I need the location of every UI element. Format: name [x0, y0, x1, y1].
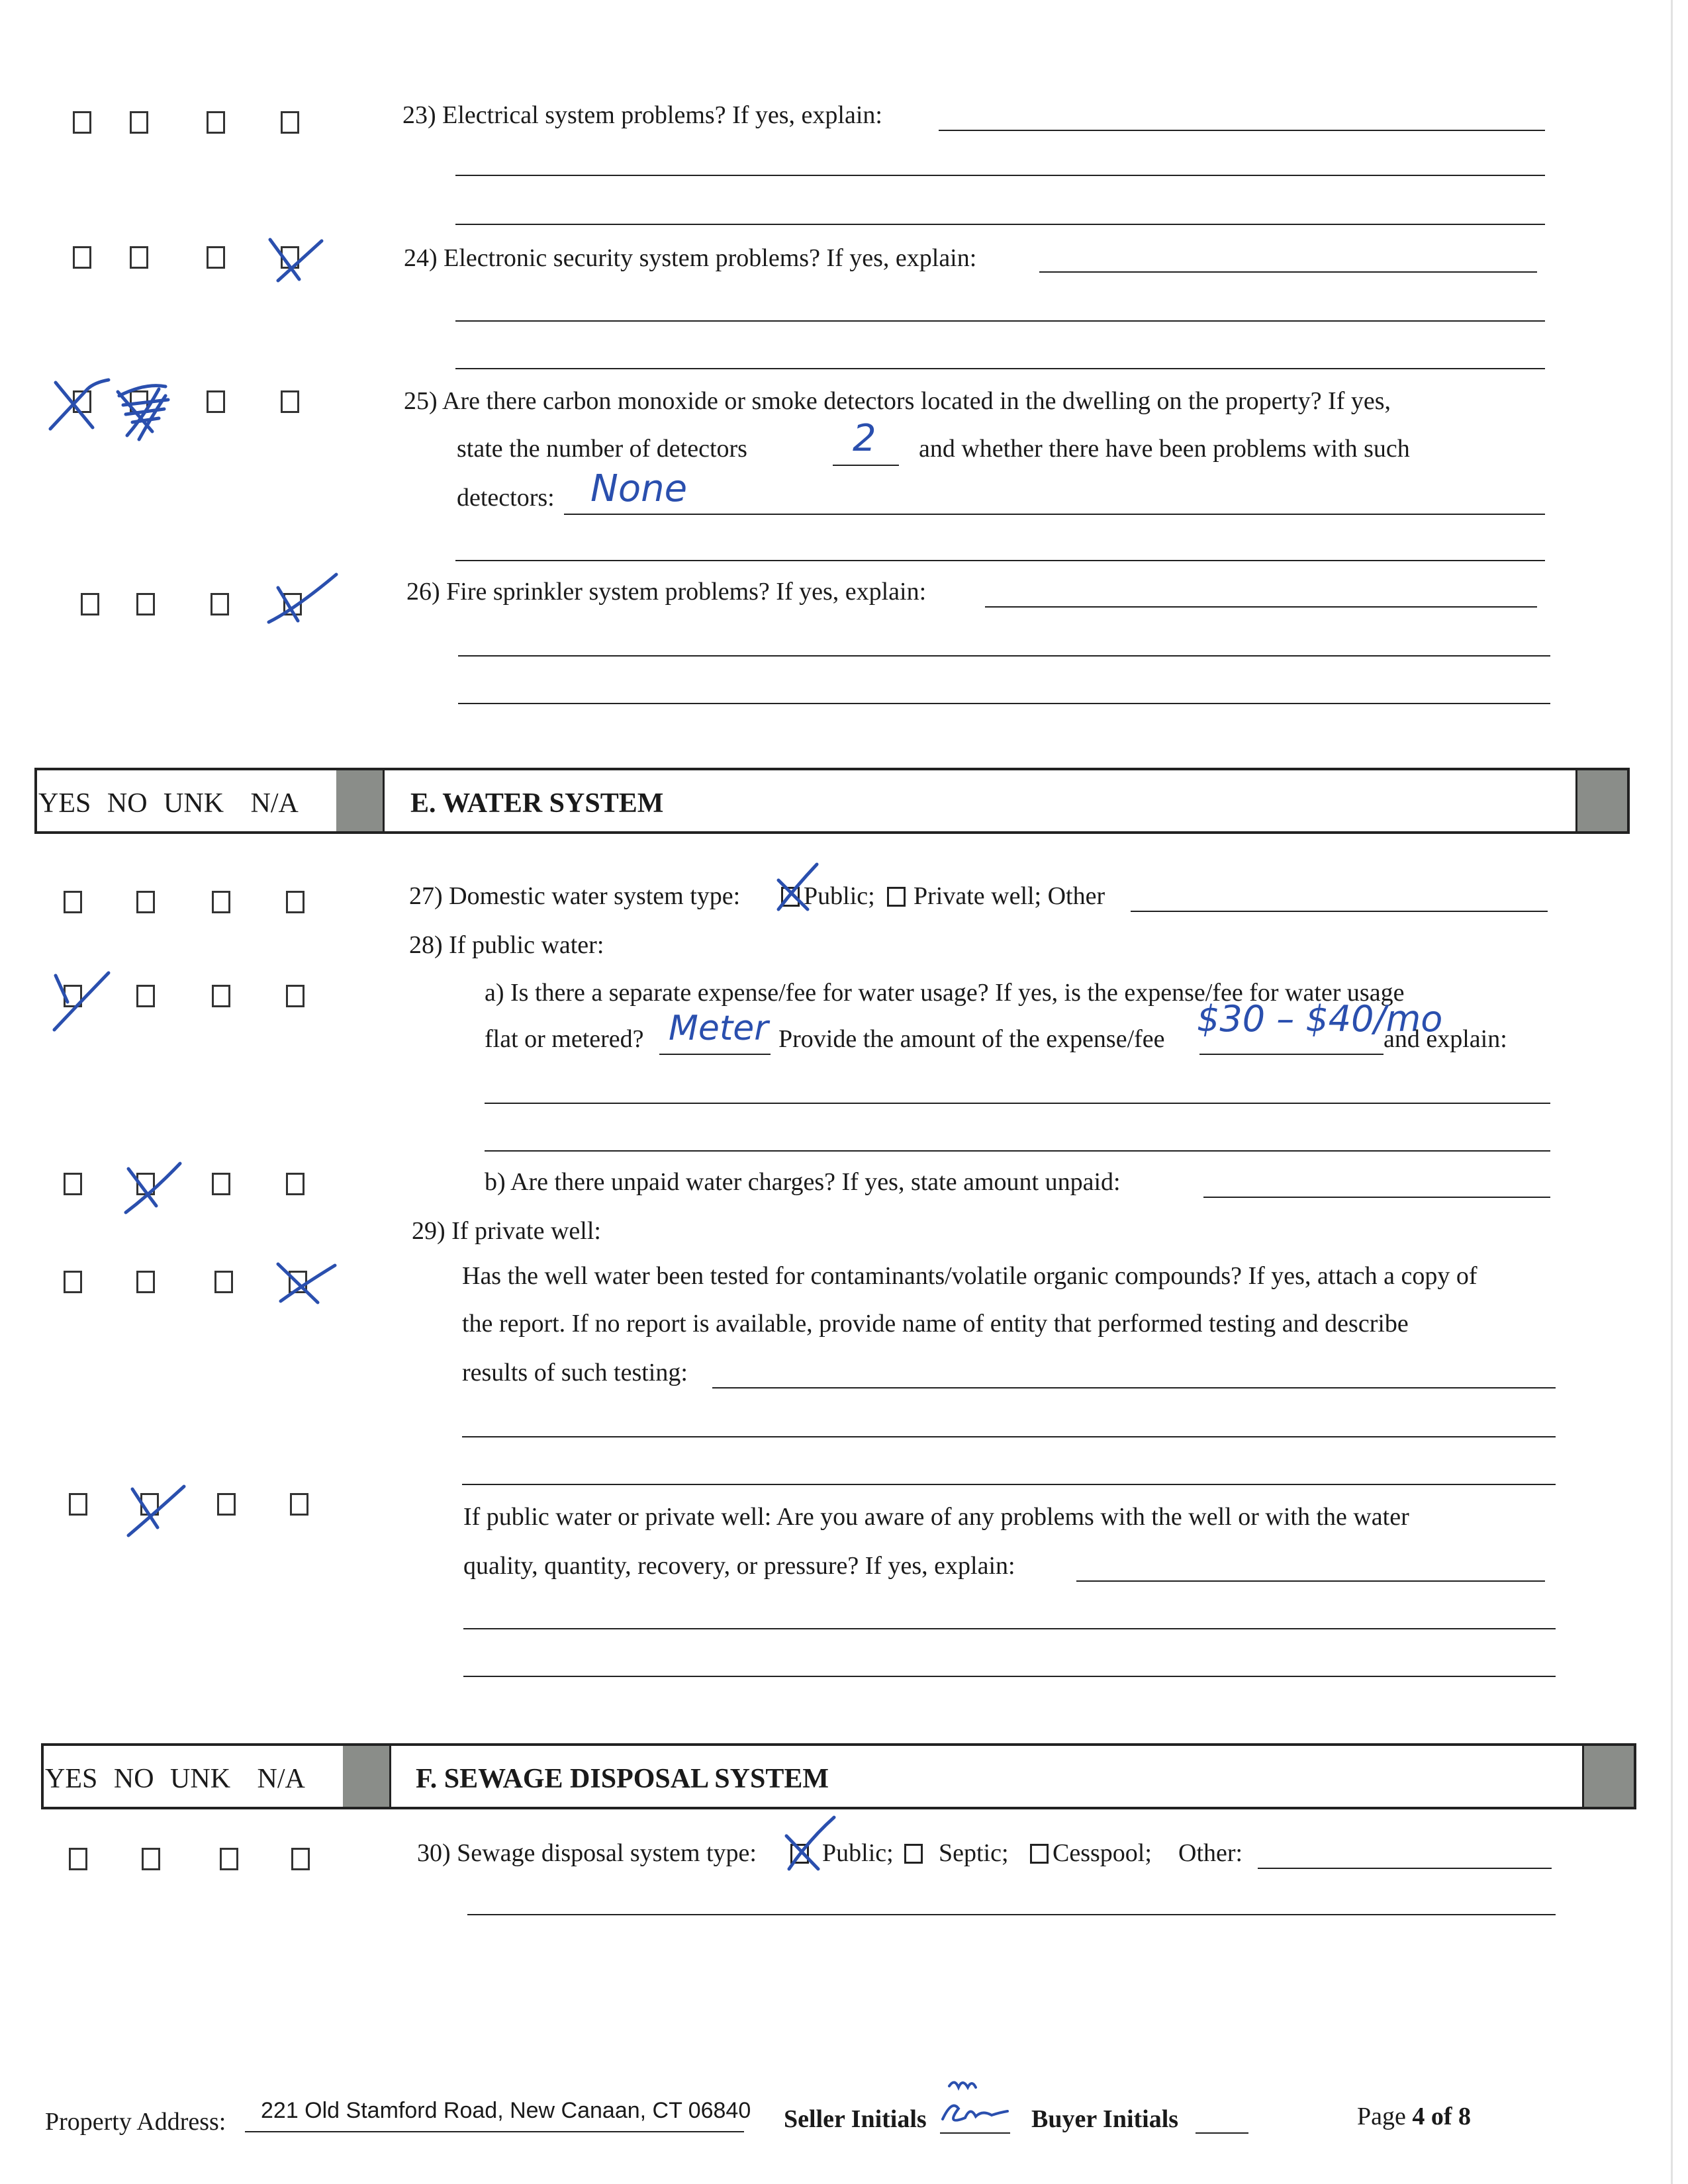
- q29-results-line-2[interactable]: [462, 1436, 1556, 1437]
- q30-public-label: Public;: [822, 1839, 894, 1867]
- section-f-gray-divider: [343, 1746, 389, 1807]
- q23-answer-line[interactable]: [939, 130, 1545, 131]
- q30-na-checkbox[interactable]: [291, 1848, 310, 1870]
- q30-unk-checkbox[interactable]: [220, 1848, 238, 1870]
- seller-initials-signature-icon: [939, 2073, 1011, 2132]
- q29b-line-2: quality, quantity, recovery, or pressure? If yes, explain:: [463, 1552, 1015, 1580]
- section-f-gray-end: [1583, 1746, 1634, 1807]
- footer-seller-initials-line[interactable]: [940, 2132, 1010, 2134]
- q24-answer-line-2[interactable]: [455, 320, 1545, 322]
- q25-count-handwriting: 2: [853, 417, 876, 460]
- q29b-explain-line[interactable]: [1076, 1580, 1545, 1582]
- q25-na-checkbox[interactable]: [281, 390, 299, 413]
- section-f-divider-line: [389, 1746, 391, 1807]
- q29-line-3: results of such testing:: [462, 1359, 688, 1387]
- q25-line-2a: state the number of detectors: [457, 435, 747, 463]
- q29-no-checkbox[interactable]: [136, 1271, 155, 1293]
- q24-yes-checkbox[interactable]: [73, 246, 91, 269]
- page-prefix: Page: [1357, 2103, 1413, 2130]
- section-f-column-headers: [45, 1763, 305, 1795]
- q25-answer-line-2[interactable]: [455, 560, 1545, 561]
- q28a-amount-handwriting: $30 – $40/mo: [1197, 998, 1443, 1040]
- q25-count-line[interactable]: [833, 465, 899, 466]
- q30-answer-line-2[interactable]: [467, 1914, 1556, 1915]
- q26-label: 26) Fire sprinkler system problems? If yes, explain:: [406, 578, 927, 606]
- q26-answer-line-2[interactable]: [458, 655, 1550, 657]
- q25-line-2b: and whether there have been problems with such: [919, 435, 1410, 463]
- footer-address-line: [245, 2131, 744, 2132]
- q24-na-checkbox[interactable]: [281, 246, 299, 269]
- q30-cesspool-label: Cesspool;: [1053, 1839, 1152, 1867]
- q30-public-checkbox[interactable]: [790, 1844, 809, 1864]
- q28b-na-checkbox[interactable]: [286, 1173, 305, 1195]
- q24-unk-checkbox[interactable]: [207, 246, 225, 269]
- col-na: N/A: [257, 1764, 305, 1794]
- q28a-line-2b: Provide the amount of the expense/fee: [778, 1025, 1165, 1053]
- q29-na-checkbox[interactable]: [289, 1271, 307, 1293]
- q26-na-checkbox[interactable]: [283, 593, 302, 615]
- q28a-unk-checkbox[interactable]: [212, 985, 230, 1007]
- scan-edge: [1671, 0, 1673, 2184]
- col-na: N/A: [250, 788, 299, 819]
- q28a-yes-checkbox[interactable]: [64, 985, 82, 1007]
- q28a-amount-line[interactable]: [1199, 1054, 1383, 1055]
- q28a-line-2a: flat or metered?: [485, 1025, 644, 1053]
- footer-buyer-initials-label: Buyer Initials: [1031, 2105, 1179, 2133]
- q25-problems-handwriting: None: [590, 467, 688, 510]
- q26-no-checkbox[interactable]: [136, 593, 155, 615]
- q28a-line-2c: and explain:: [1383, 1025, 1507, 1053]
- q23-answer-line-3[interactable]: [455, 224, 1545, 225]
- q23-no-checkbox[interactable]: [130, 111, 148, 134]
- q29b-explain-line-2[interactable]: [463, 1628, 1556, 1629]
- q29-label: 29) If private well:: [412, 1217, 601, 1245]
- q27-no-checkbox[interactable]: [136, 891, 155, 913]
- q29b-yes-checkbox[interactable]: [69, 1493, 87, 1516]
- q23-label: 23) Electrical system problems? If yes, explain:: [402, 101, 882, 129]
- q27-public-label: Public;: [804, 882, 875, 910]
- q28a-metered-handwriting: Meter: [669, 1009, 769, 1048]
- q27-private-checkbox[interactable]: [887, 887, 906, 907]
- footer-buyer-initials-line[interactable]: [1196, 2132, 1248, 2134]
- q28a-explain-line-1[interactable]: [485, 1103, 1550, 1104]
- q25-unk-checkbox[interactable]: [207, 390, 225, 413]
- section-e-divider-line: [383, 770, 385, 831]
- q27-na-checkbox[interactable]: [286, 891, 305, 913]
- q29b-line-1: If public water or private well: Are you aware of any problems with the well or with the water: [463, 1503, 1409, 1531]
- q24-label: 24) Electronic security system problems? If yes, explain:: [404, 244, 977, 272]
- page-suffix: of 8: [1425, 2103, 1472, 2130]
- q23-yes-checkbox[interactable]: [73, 111, 91, 134]
- section-e-column-headers: [38, 788, 299, 819]
- col-no: NO: [107, 788, 148, 819]
- q29-line-1: Has the well water been tested for contaminants/volatile organic compounds? If yes, attach a copy of: [462, 1262, 1477, 1290]
- q30-no-checkbox[interactable]: [142, 1848, 160, 1870]
- q26-answer-line-3[interactable]: [458, 703, 1550, 704]
- q26-yes-checkbox[interactable]: [81, 593, 99, 615]
- section-e-gray-divider: [336, 770, 383, 831]
- q28a-line-1: a) Is there a separate expense/fee for water usage? If yes, is the expense/fee for water usage: [485, 979, 1405, 1007]
- q25-line-3: detectors:: [457, 484, 555, 512]
- section-e-title: E. WATER SYSTEM: [410, 788, 664, 819]
- q25-problems-line[interactable]: [564, 514, 1545, 515]
- q27-unk-checkbox[interactable]: [212, 891, 230, 913]
- q29b-unk-checkbox[interactable]: [217, 1493, 236, 1516]
- col-yes: YES: [38, 788, 91, 819]
- col-unk: UNK: [170, 1764, 231, 1794]
- q24-no-checkbox[interactable]: [130, 246, 148, 269]
- q25-line-1: 25) Are there carbon monoxide or smoke detectors located in the dwelling on the property? If yes,: [404, 387, 1391, 415]
- q26-unk-checkbox[interactable]: [211, 593, 229, 615]
- q29-line-2: the report. If no report is available, provide name of entity that performed testing and describe: [462, 1310, 1409, 1338]
- q30-other-label: Other:: [1178, 1839, 1243, 1867]
- q24-answer-line[interactable]: [1039, 271, 1537, 273]
- q29-yes-checkbox[interactable]: [64, 1271, 82, 1293]
- footer-address-value: 221 Old Stamford Road, New Canaan, CT 06840: [261, 2098, 751, 2123]
- page-num: 4: [1412, 2103, 1425, 2130]
- q28a-no-checkbox[interactable]: [136, 985, 155, 1007]
- section-f-end-line: [1582, 1746, 1584, 1807]
- q23-na-checkbox[interactable]: [281, 111, 299, 134]
- q27-private-label: Private well; Other: [914, 882, 1105, 910]
- footer-seller-initials-label: Seller Initials: [784, 2105, 927, 2133]
- q27-label: 27) Domestic water system type:: [409, 882, 741, 910]
- q30-yes-checkbox[interactable]: [69, 1848, 87, 1870]
- q23-answer-line-2[interactable]: [455, 175, 1545, 176]
- q30-septic-label: Septic;: [939, 1839, 1009, 1867]
- col-unk: UNK: [164, 788, 224, 819]
- q28b-unk-checkbox[interactable]: [212, 1173, 230, 1195]
- q26-na-check-mark-icon: [262, 569, 342, 629]
- q29-unk-checkbox[interactable]: [214, 1271, 233, 1293]
- col-no: NO: [113, 1764, 154, 1794]
- q29b-explain-line-3[interactable]: [463, 1676, 1556, 1677]
- q28b-amount-line[interactable]: [1203, 1197, 1550, 1198]
- q27-yes-checkbox[interactable]: [64, 891, 82, 913]
- q27-other-line[interactable]: [1131, 911, 1548, 912]
- col-yes: YES: [45, 1764, 98, 1794]
- q25-yes-checkbox[interactable]: [73, 390, 91, 413]
- q29b-na-checkbox[interactable]: [290, 1493, 308, 1516]
- q28-label: 28) If public water:: [409, 931, 604, 959]
- q28a-metered-line[interactable]: [659, 1054, 771, 1055]
- q24-answer-line-3[interactable]: [455, 368, 1545, 369]
- q25-no-checkbox[interactable]: [130, 390, 148, 413]
- q30-septic-checkbox[interactable]: [904, 1844, 923, 1864]
- q23-unk-checkbox[interactable]: [207, 111, 225, 134]
- q28b-yes-checkbox[interactable]: [64, 1173, 82, 1195]
- q30-other-line[interactable]: [1258, 1868, 1552, 1869]
- section-e-end-line: [1575, 770, 1577, 831]
- section-e-gray-end: [1577, 770, 1627, 831]
- footer-page-number: [1357, 2102, 1471, 2131]
- q26-answer-line[interactable]: [985, 606, 1537, 608]
- q28b-no-checkbox[interactable]: [136, 1173, 155, 1195]
- footer-address-label: Property Address:: [45, 2108, 226, 2136]
- q30-label: 30) Sewage disposal system type:: [417, 1839, 757, 1867]
- q29b-no-checkbox[interactable]: [140, 1493, 159, 1516]
- q30-cesspool-checkbox[interactable]: [1030, 1844, 1049, 1864]
- q29-results-line[interactable]: [712, 1387, 1556, 1388]
- section-f-title: F. SEWAGE DISPOSAL SYSTEM: [416, 1764, 829, 1794]
- q29-results-line-3[interactable]: [462, 1484, 1556, 1485]
- q28a-explain-line-2[interactable]: [485, 1150, 1550, 1152]
- q27-public-checkbox[interactable]: [781, 887, 800, 907]
- q28b-label: b) Are there unpaid water charges? If yes, state amount unpaid:: [485, 1168, 1121, 1196]
- q28a-na-checkbox[interactable]: [286, 985, 305, 1007]
